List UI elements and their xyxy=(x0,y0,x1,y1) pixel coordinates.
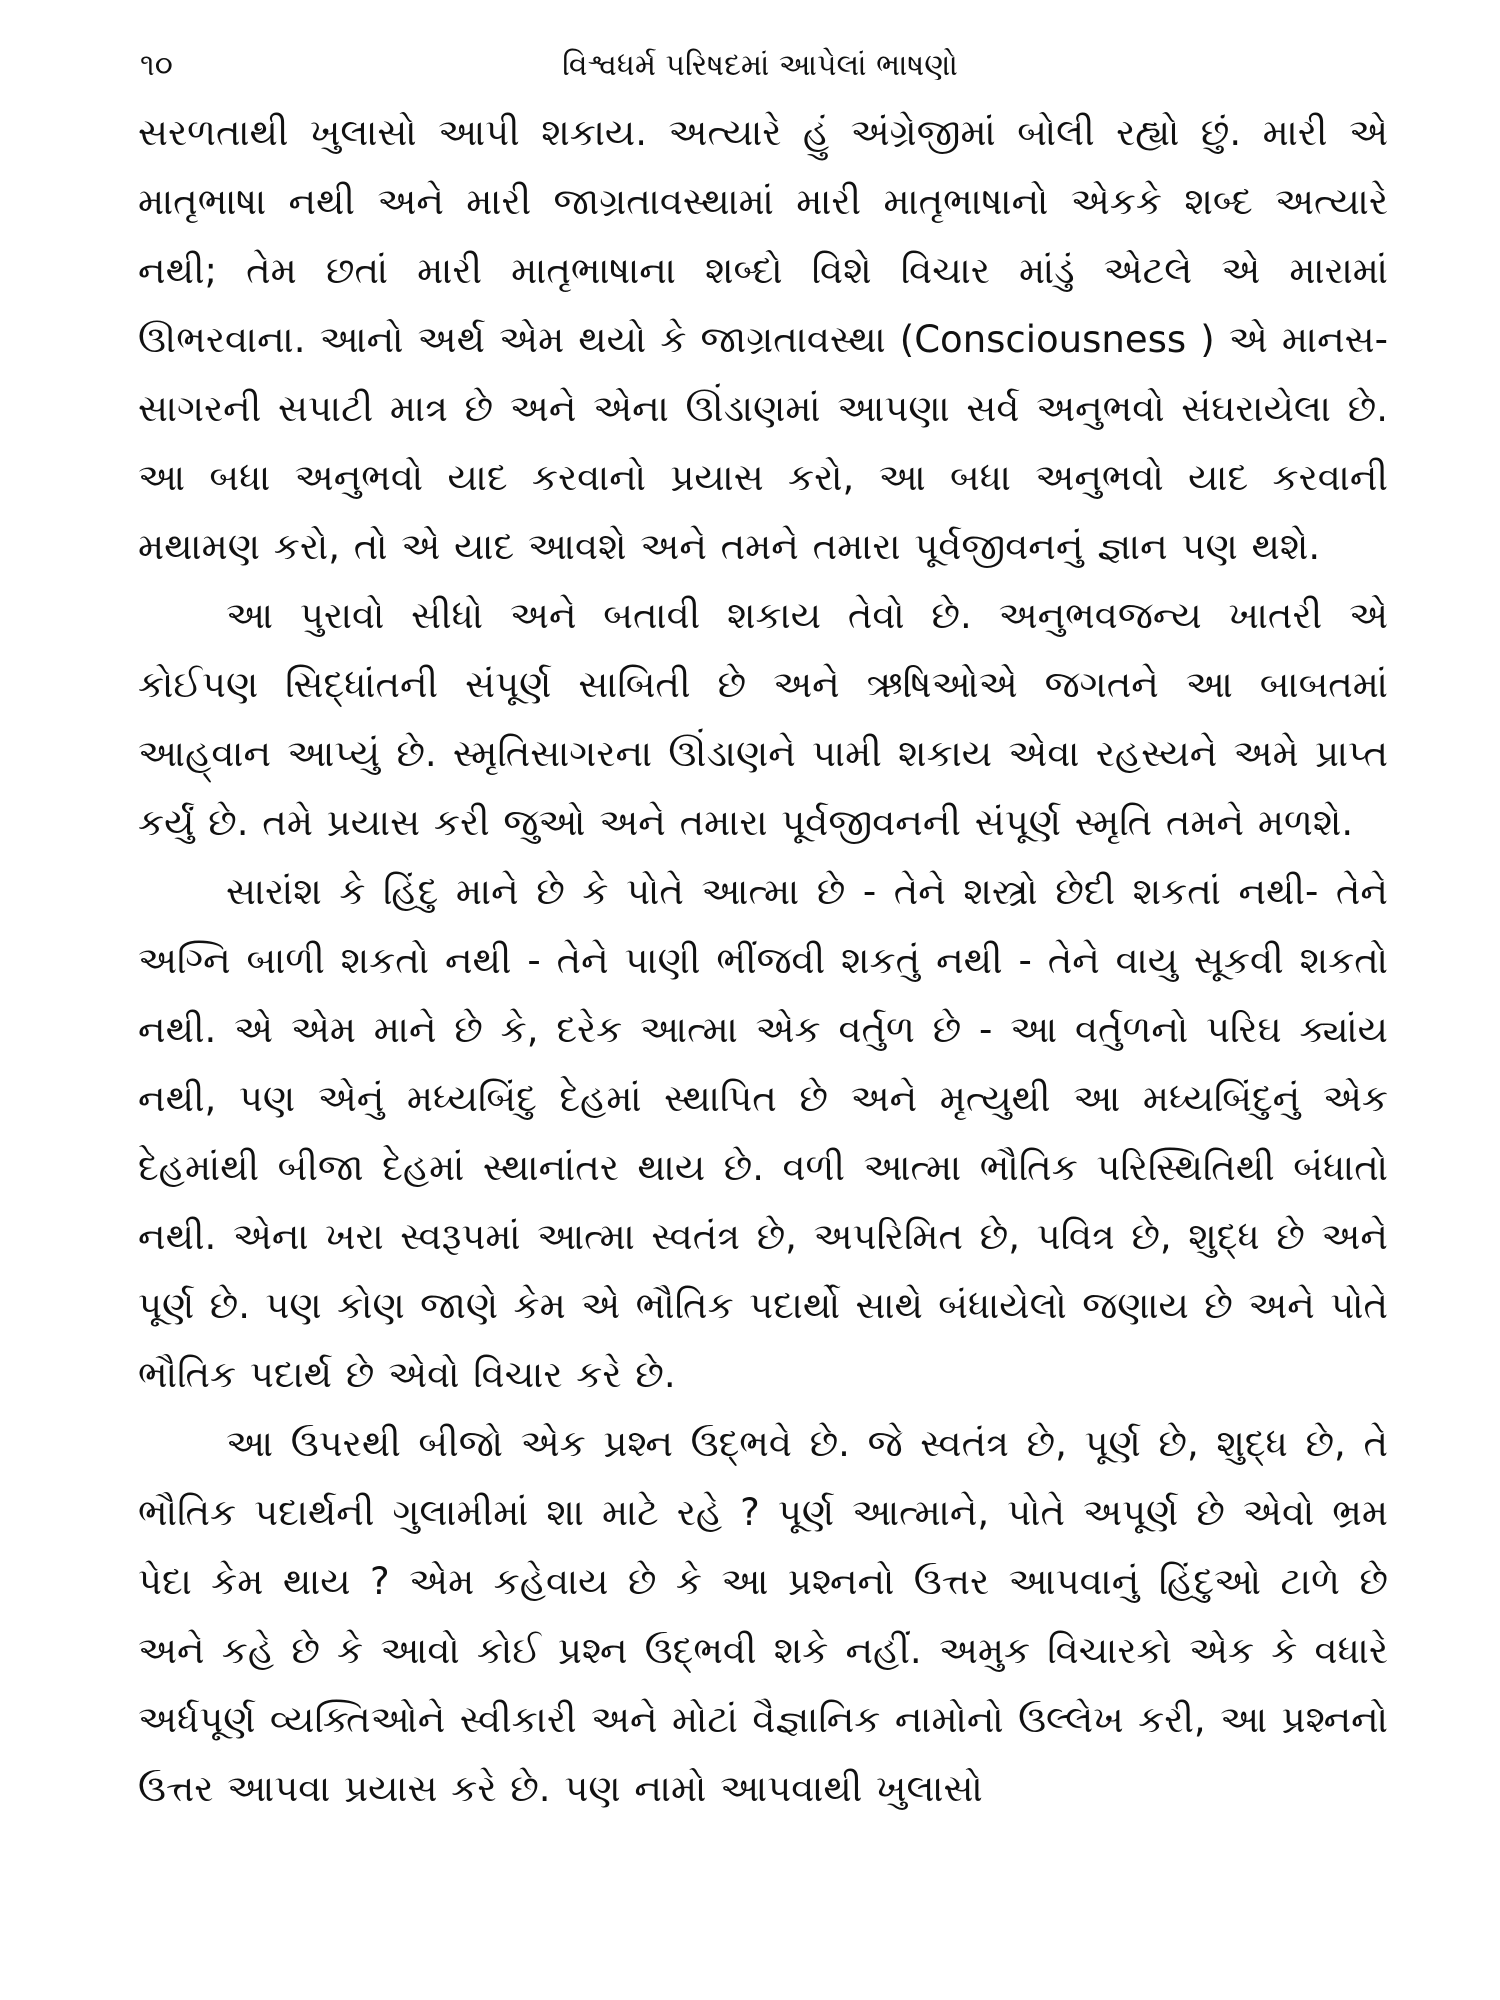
paragraph-2: આ પુરાવો સીધો અને બતાવી શકાય તેવો છે. અનુભવજન્ય ખાતરી એ કોઈપણ સિદ્ધાંતની સંપૂર્ણ સાબિતી છે અને ઋષિઓએ જગતને આ બાબતમાં આહ્‌વાન આપ્યું છે. સ્મૃતિસાગરના ઊંડાણને પામી શકાય એવા રહસ્યને અમે પ્રાપ્ત કર્યું છે. તમે પ્રયાસ કરી જુઓ અને તમારા પૂર્વજીવનની સંપૂર્ણ સ્મૃતિ તમને મળશે. xyxy=(138,594,1388,844)
page-header xyxy=(140,44,1380,88)
paragraph-1: સરળતાથી ખુલાસો આપી શકાય. અત્યારે હું અંગ્રેજીમાં બોલી રહ્યો છું. મારી એ માતૃભાષા નથી અને મારી જાગ્રતાવસ્થામાં મારી માતૃભાષાનો એકકે શબ્દ અત્યારે નથી; તેમ છતાં મારી માતૃભાષાના શબ્દો વિશે વિચાર માંડું એટલે એ મારામાં ઊભરવાના. આનો અર્થ એમ થયો કે જાગ્રતાવસ્થા (Consciousness ) એ માનસ-સાગરની સપાટી માત્ર છે અને એના ઊંડાણમાં આપણા સર્વ અનુભવો સંઘરાયેલા છે. આ બધા અનુભવો યાદ કરવાનો પ્રયાસ કરો, આ બધા અનુભવો યાદ કરવાની મથામણ કરો, તો એ યાદ આવશે અને તમને તમારા પૂર્વજીવનનું જ્ઞાન પણ થશે. xyxy=(138,111,1388,568)
paragraph-3: સારાંશ કે હિંદુ માને છે કે પોતે આત્મા છે - તેને શસ્ત્રો છેદી શકતાં નથી- તેને અગ્નિ બાળી શકતો નથી - તેને પાણી ભીંજવી શકતું નથી - તેને વાયુ સૂકવી શકતો નથી. એ એમ માને છે કે, દરેક આત્મા એક વર્તુળ છે - આ વર્તુળનો પરિઘ ક્યાંય નથી, પણ એનું મધ્યબિંદુ દેહમાં સ્થાપિત છે અને મૃત્યુથી આ મધ્યબિંદુનું એક દેહમાંથી બીજા દેહમાં સ્થાનાંતર થાય છે. વળી આત્મા ભૌતિક પરિસ્થિતિથી બંધાતો નથી. એના ખરા સ્વરૂપમાં આત્મા સ્વતંત્ર છે, અપરિમિત છે, પવિત્ર છે, શુદ્ધ છે અને પૂર્ણ છે. પણ કોણ જાણે કેમ એ ભૌતિક પદાર્થો સાથે બંધાયેલો જણાય છે અને પોતે ભૌતિક પદાર્થ છે એવો વિચાર કરે છે. xyxy=(138,870,1388,1396)
paragraph-4: આ ઉપરથી બીજો એક પ્રશ્ન ઉદ્‌ભવે છે. જે સ્વતંત્ર છે, પૂર્ણ છે, શુદ્ધ છે, તે ભૌતિક પદાર્થની ગુલામીમાં શા માટે રહે ? પૂર્ણ આત્માને, પોતે અપૂર્ણ છે એવો ભ્રમ પેદા કેમ થાય ? એમ કહેવાય છે કે આ પ્રશ્નનો ઉત્તર આપવાનું હિંદુઓ ટાળે છે અને કહે છે કે આવો કોઈ પ્રશ્ન ઉદ્‌ભવી શકે નહીં. અમુક વિચારકો એક કે વધારે અર્ધપૂર્ણ વ્યક્તિઓને સ્વીકારી અને મોટાં વૈજ્ઞાનિક નામોનો ઉલ્લેખ કરી, આ પ્રશ્નનો ઉત્તર આપવા પ્રયાસ કરે છે. પણ નામો આપવાથી ખુલાસો xyxy=(138,1422,1388,1810)
page-number: ૧૦ xyxy=(140,48,173,83)
running-title: વિશ્વધર્મ પરિષદમાં આપેલાં ભાષણો xyxy=(562,48,958,83)
body-text xyxy=(138,98,1388,1823)
